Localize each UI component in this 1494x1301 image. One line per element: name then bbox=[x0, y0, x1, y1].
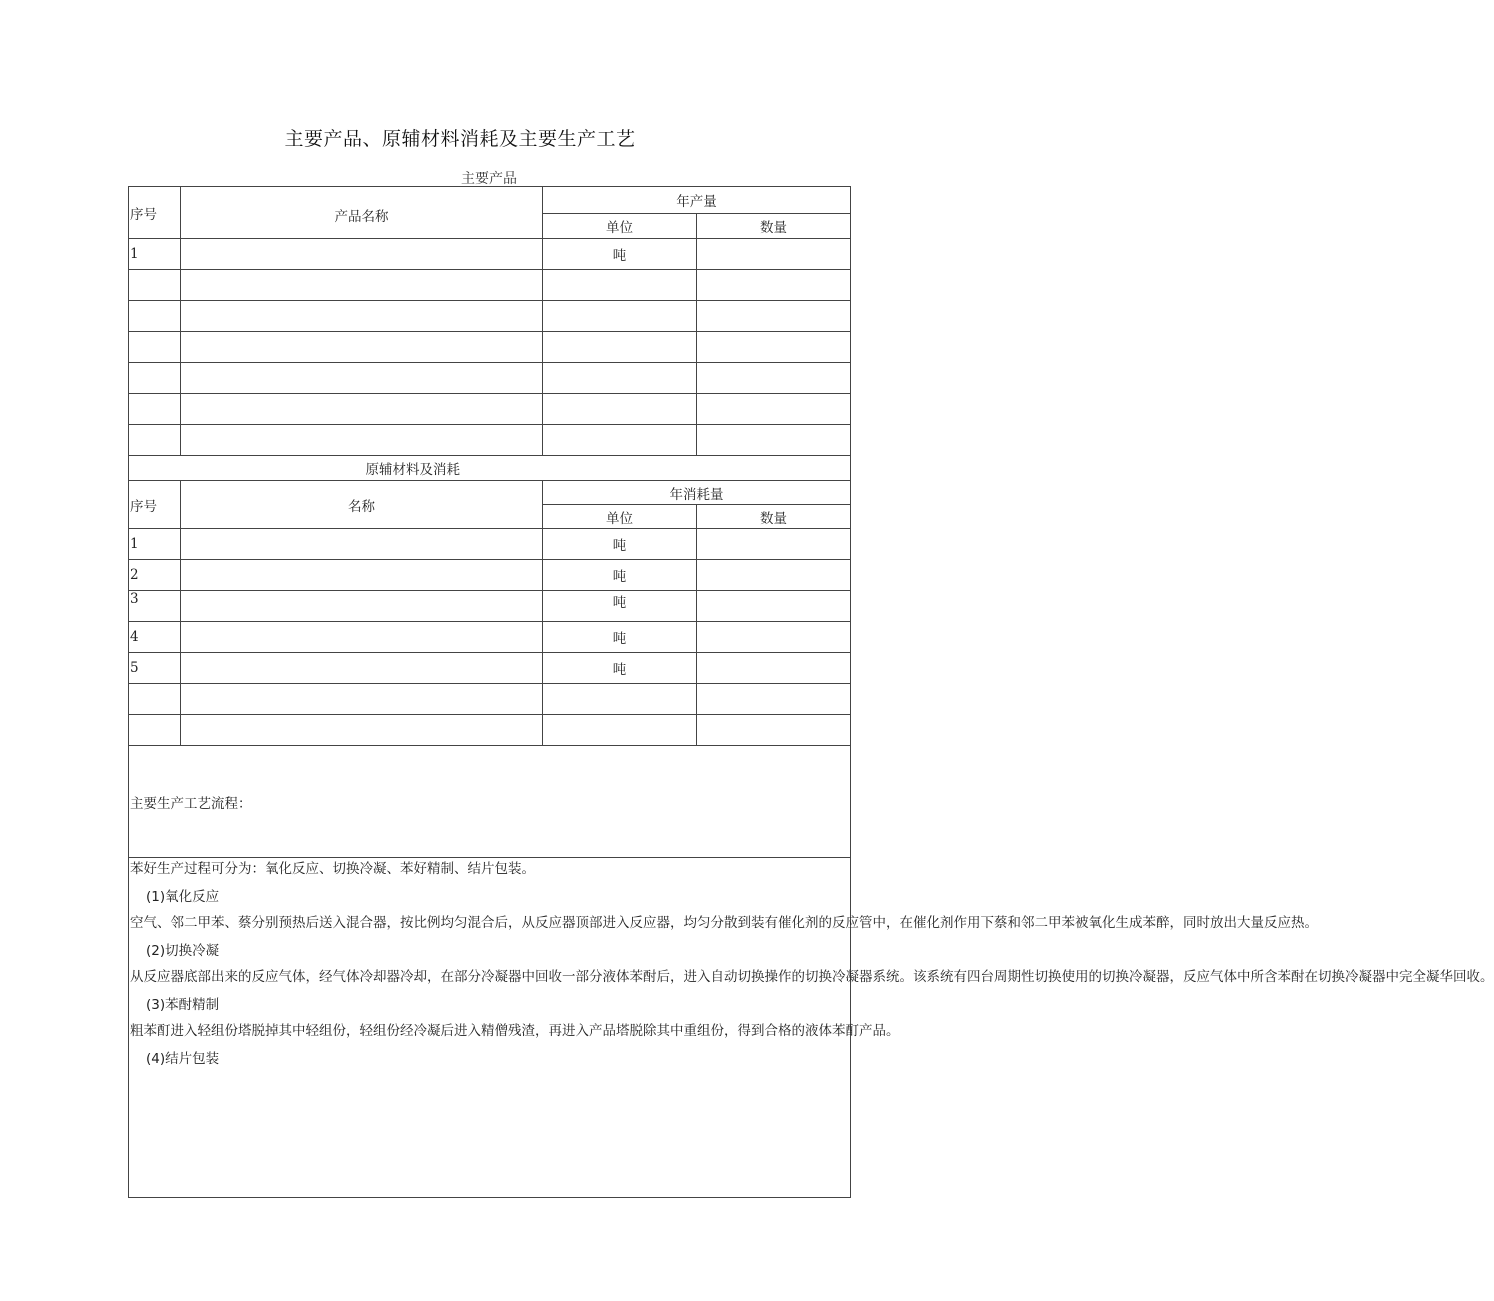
step4-title: (4)结片包装 bbox=[146, 1051, 220, 1067]
process-body bbox=[129, 858, 1494, 1198]
products-col-unit: 单位 bbox=[543, 214, 697, 239]
materials-col-unit: 单位 bbox=[543, 505, 697, 529]
materials-col-qty: 数量 bbox=[697, 505, 851, 529]
page-title: 主要产品、原辅材料消耗及主要生产工艺 bbox=[284, 128, 636, 150]
cell-name[interactable] bbox=[181, 394, 543, 425]
table-row bbox=[129, 363, 851, 394]
cell-qty[interactable] bbox=[697, 684, 851, 715]
caption-filler bbox=[697, 456, 851, 481]
table-row bbox=[129, 622, 851, 653]
table-row bbox=[129, 239, 851, 270]
cell-seq: 1 bbox=[129, 529, 181, 560]
table-row bbox=[129, 301, 851, 332]
cell-seq bbox=[129, 684, 181, 715]
products-col-name: 产品名称 bbox=[181, 187, 543, 239]
cell-qty[interactable] bbox=[697, 425, 851, 456]
cell-seq: 1 bbox=[129, 239, 181, 270]
process-intro: 苯好生产过程可分为：氧化反应、切换冷凝、苯好精制、结片包装。 bbox=[130, 861, 535, 877]
cell-unit: 吨 bbox=[543, 591, 697, 622]
table-row bbox=[129, 332, 851, 363]
materials-col-seq: 序号 bbox=[129, 481, 181, 529]
cell-qty[interactable] bbox=[697, 529, 851, 560]
step2-title: (2)切换冷凝 bbox=[146, 943, 220, 959]
cell-seq: 4 bbox=[129, 622, 181, 653]
table-row bbox=[129, 653, 851, 684]
cell-unit bbox=[543, 715, 697, 746]
products-col-seq: 序号 bbox=[129, 187, 181, 239]
cell-unit: 吨 bbox=[543, 622, 697, 653]
cell-unit bbox=[543, 425, 697, 456]
cell-seq: 3 bbox=[129, 591, 181, 622]
form-table bbox=[128, 186, 1494, 1198]
materials-caption-row bbox=[129, 456, 851, 481]
cell-name[interactable] bbox=[181, 239, 543, 270]
step2-text: 从反应器底部出来的反应气体，经气体冷却器冷却，在部分冷凝器中回收一部分液体苯酎后，进入自动切换操作的切换冷凝器系统。该系统有四台周期性切换使用的切换冷凝器，反应气体中所含苯酎在切换冷凝器中完全凝华回收。 bbox=[130, 969, 1494, 985]
cell-name[interactable] bbox=[181, 529, 543, 560]
cell-unit bbox=[543, 363, 697, 394]
cell-name[interactable] bbox=[181, 591, 543, 622]
cell-seq bbox=[129, 270, 181, 301]
cell-qty[interactable] bbox=[697, 653, 851, 684]
cell-qty[interactable] bbox=[697, 715, 851, 746]
cell-qty[interactable] bbox=[697, 239, 851, 270]
step3-title: (3)苯酎精制 bbox=[146, 997, 220, 1013]
cell-name[interactable] bbox=[181, 332, 543, 363]
cell-seq: 5 bbox=[129, 653, 181, 684]
table-row bbox=[129, 270, 851, 301]
cell-seq bbox=[129, 394, 181, 425]
form-sheet bbox=[128, 186, 1494, 1180]
cell-qty[interactable] bbox=[697, 394, 851, 425]
step1-title: (1)氧化反应 bbox=[146, 889, 220, 905]
table-row bbox=[129, 684, 851, 715]
materials-col-annual: 年消耗量 bbox=[543, 481, 851, 505]
cell-name[interactable] bbox=[181, 684, 543, 715]
cell-name[interactable] bbox=[181, 622, 543, 653]
process-label: 主要生产工艺流程： bbox=[129, 746, 851, 858]
cell-name[interactable] bbox=[181, 653, 543, 684]
cell-qty[interactable] bbox=[697, 363, 851, 394]
table-row bbox=[129, 394, 851, 425]
cell-unit bbox=[543, 332, 697, 363]
cell-seq bbox=[129, 332, 181, 363]
cell-unit: 吨 bbox=[543, 529, 697, 560]
cell-unit bbox=[543, 301, 697, 332]
products-header-row bbox=[129, 187, 851, 214]
table-row bbox=[129, 529, 851, 560]
cell-seq bbox=[129, 715, 181, 746]
cell-unit bbox=[543, 270, 697, 301]
products-col-annual: 年产量 bbox=[543, 187, 851, 214]
table-row bbox=[129, 425, 851, 456]
step1-text: 空气、邻二甲苯、蔡分别预热后送入混合器，按比例均匀混合后，从反应器顶部进入反应器，均匀分散到装有催化剂的反应管中，在催化剂作用下蔡和邻二甲苯被氧化生成苯醉，同时放出大量反应热。 bbox=[130, 915, 1318, 931]
cell-name[interactable] bbox=[181, 301, 543, 332]
cell-unit: 吨 bbox=[543, 560, 697, 591]
table-row bbox=[129, 560, 851, 591]
products-caption: 主要产品 bbox=[461, 171, 517, 187]
cell-qty[interactable] bbox=[697, 591, 851, 622]
materials-caption: 原辅材料及消耗 bbox=[129, 456, 697, 481]
cell-name[interactable] bbox=[181, 363, 543, 394]
cell-name[interactable] bbox=[181, 715, 543, 746]
materials-col-name: 名称 bbox=[181, 481, 543, 529]
cell-name[interactable] bbox=[181, 425, 543, 456]
products-col-qty: 数量 bbox=[697, 214, 851, 239]
cell-unit: 吨 bbox=[543, 653, 697, 684]
cell-qty[interactable] bbox=[697, 270, 851, 301]
cell-qty[interactable] bbox=[697, 301, 851, 332]
cell-unit bbox=[543, 394, 697, 425]
cell-seq bbox=[129, 301, 181, 332]
cell-name[interactable] bbox=[181, 560, 543, 591]
cell-qty[interactable] bbox=[697, 560, 851, 591]
cell-seq: 2 bbox=[129, 560, 181, 591]
materials-header-row bbox=[129, 481, 851, 505]
cell-name[interactable] bbox=[181, 270, 543, 301]
table-row bbox=[129, 715, 851, 746]
process-label-row bbox=[129, 746, 851, 858]
process-body-row bbox=[129, 858, 851, 1198]
cell-seq bbox=[129, 363, 181, 394]
cell-seq bbox=[129, 425, 181, 456]
cell-qty[interactable] bbox=[697, 622, 851, 653]
cell-qty[interactable] bbox=[697, 332, 851, 363]
cell-unit: 吨 bbox=[543, 239, 697, 270]
table-row bbox=[129, 591, 851, 622]
step3-text: 粗苯酊进入轻组份塔脱掉其中轻组份，轻组份经冷凝后进入精僧残渣，再进入产品塔脱除其中重组份，得到合格的液体苯酊产品。 bbox=[130, 1023, 900, 1039]
cell-unit bbox=[543, 684, 697, 715]
